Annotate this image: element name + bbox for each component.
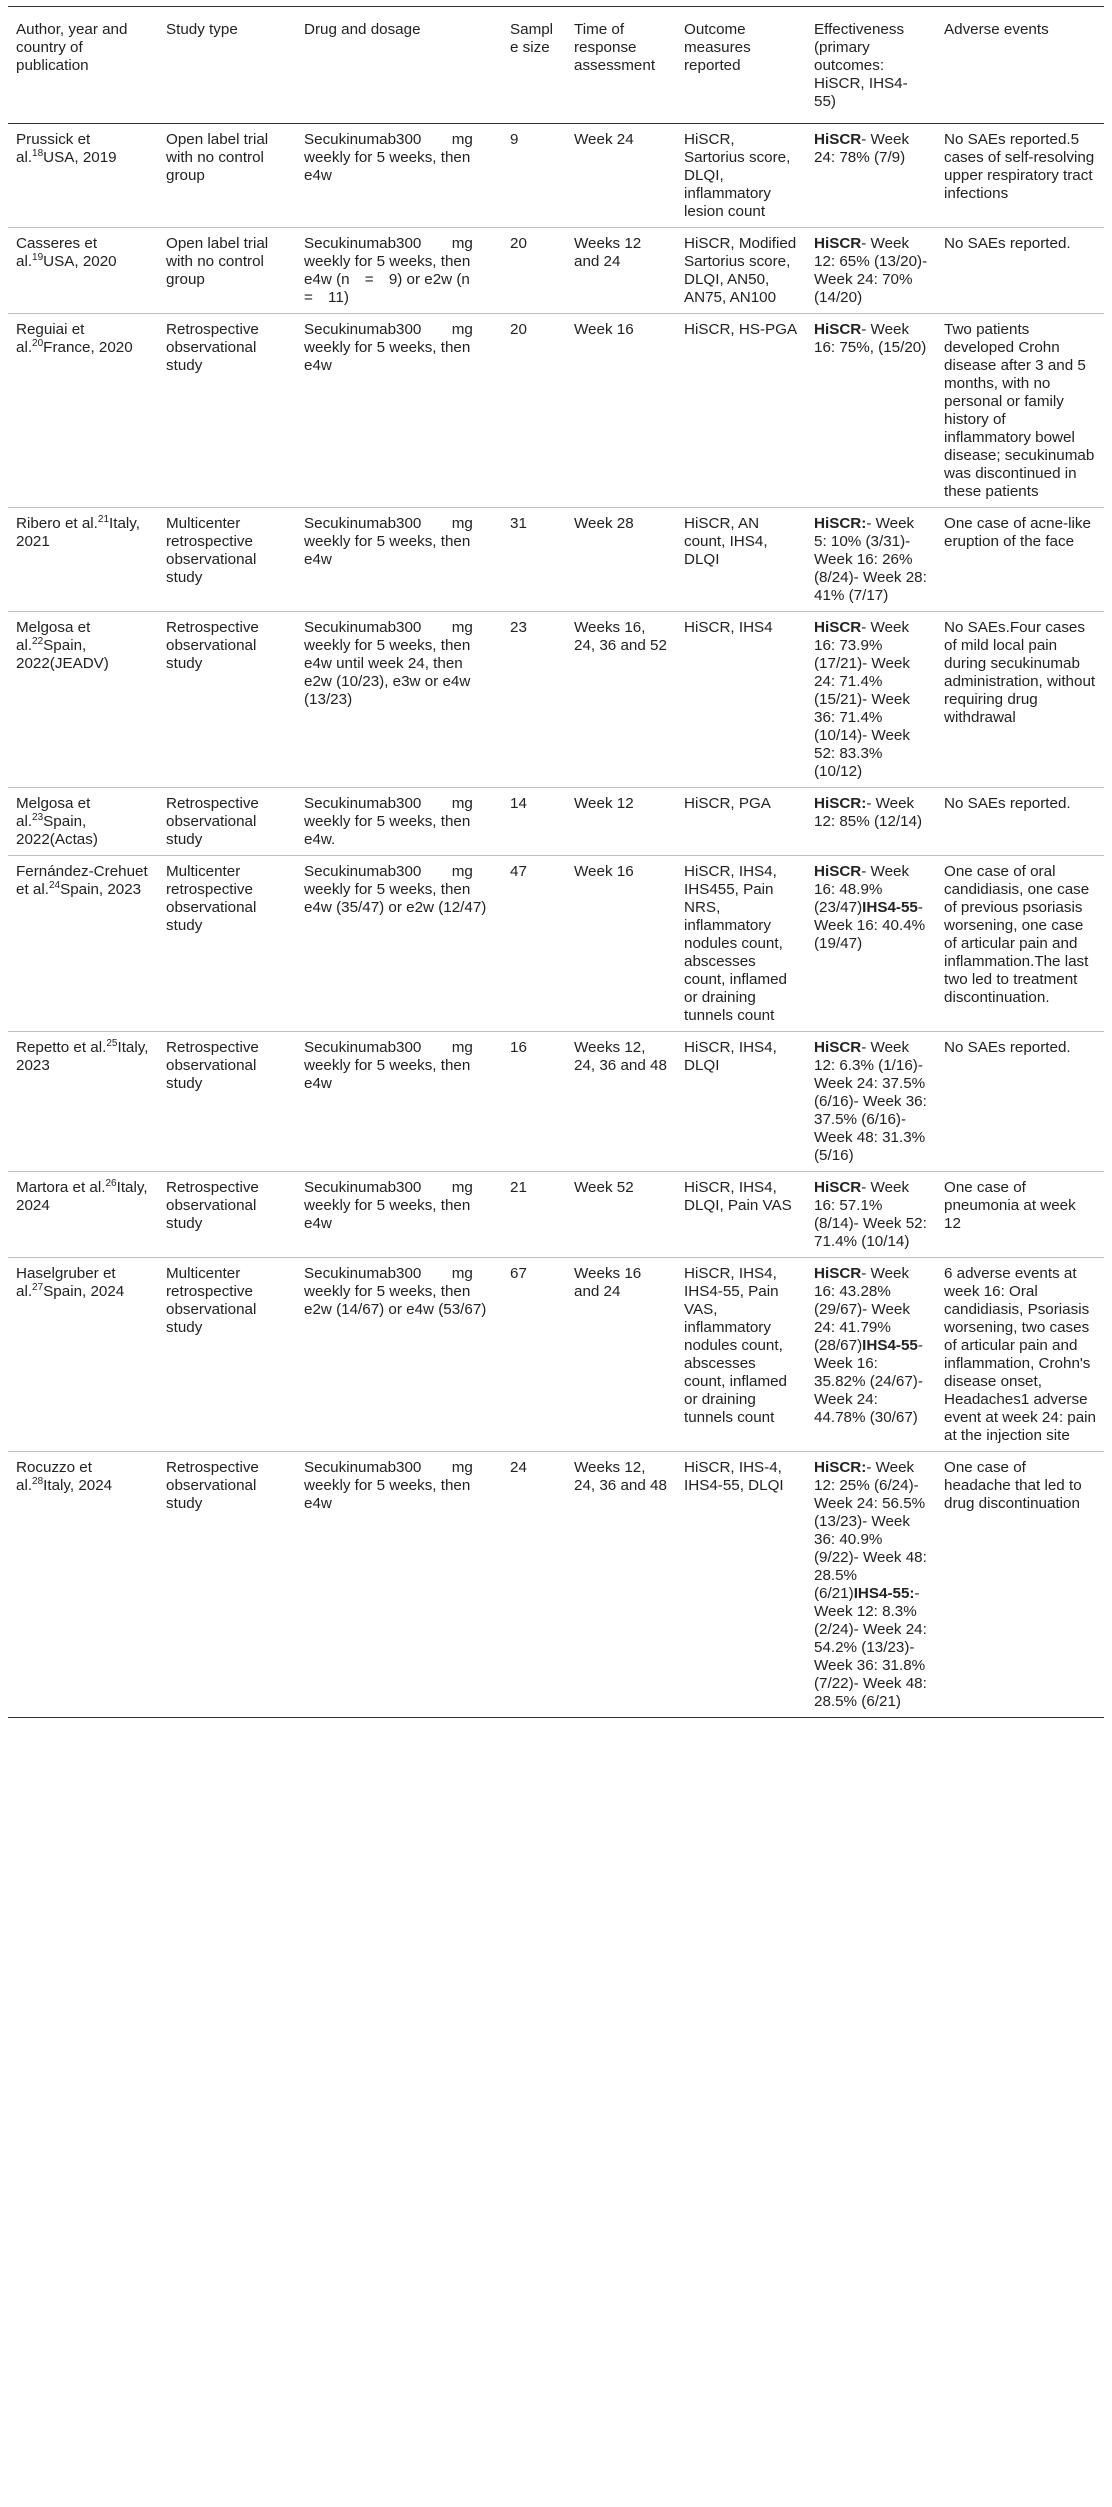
cell-adverse-events: One case of pneumonia at week 12 [936,1172,1104,1258]
header-author: Author, year and country of publication [8,7,158,124]
cell-drug-dosage: Secukinumab300 mg weekly for 5 weeks, then e4w [296,1452,502,1718]
reference-number: 24 [48,879,61,891]
effectiveness-values: - Week 5: 10% (3/31)- Week 16: 26% (8/24)- Week 28: 41% (7/17) [814,515,927,604]
author-name: Melgosa et al. [16,795,91,830]
cell-drug-dosage: Secukinumab300 mg weekly for 5 weeks, then e4w [296,1172,502,1258]
effectiveness-values: - Week 16: 40.4% (19/47) [814,899,926,952]
cell-author [8,1172,158,1258]
cell-adverse-events: One case of oral candidiasis, one case of previous psoriasis worsening, one case of articular pain and inflammation.The last two led to treatment discontinuation. [936,856,1104,1032]
cell-study-type: Retrospective observational study [158,612,296,788]
table-row [8,314,1104,508]
effectiveness-values: - Week 12: 25% (6/24)- Week 24: 56.5% (13/23)- Week 36: 40.9% (9/22)- Week 48: 28.5% (6/21) [814,1459,927,1602]
cell-author [8,856,158,1032]
cell-study-type: Open label trial with no control group [158,228,296,314]
cell-effectiveness [806,1452,936,1718]
cell-time: Weeks 16, 24, 36 and 52 [566,612,676,788]
effectiveness-label: IHS4-55 [862,899,918,916]
cell-drug-dosage: Secukinumab300 mg weekly for 5 weeks, then e4w (35/47) or e2w (12/47) [296,856,502,1032]
reference-number: 23 [32,811,44,823]
effectiveness-label: IHS4-55 [862,1337,918,1354]
reference-number: 27 [32,1281,44,1293]
effectiveness-values: - Week 16: 75%, (15/20) [814,321,927,356]
author-name: Fernández-Crehuet et al. [16,863,148,898]
cell-adverse-events: No SAEs.Four cases of mild local pain during secukinumab administration, without requiring drug withdrawal [936,612,1104,788]
cell-outcomes: HiSCR, IHS4, IHS455, Pain NRS, inflammatory nodules count, abscesses count, inflamed or draining tunnels count [676,856,806,1032]
cell-author [8,228,158,314]
effectiveness-label: HiSCR [814,1265,862,1282]
table-row [8,228,1104,314]
country-year: Spain, 2023 [60,881,142,898]
reference-number: 22 [32,635,44,647]
reference-number: 28 [32,1475,44,1487]
table-header-row [8,7,1104,124]
country-year: Spain, 2022(JEADV) [16,637,109,672]
cell-sample-size: 9 [502,124,566,228]
table-row [8,856,1104,1032]
cell-effectiveness [806,1258,936,1452]
cell-author [8,124,158,228]
cell-outcomes: HiSCR, Sartorius score, DLQI, inflammatory lesion count [676,124,806,228]
cell-time: Weeks 12 and 24 [566,228,676,314]
country-year: Italy, 2023 [16,1039,149,1074]
effectiveness-label: IHS4-55: [853,1585,915,1602]
cell-outcomes: HiSCR, IHS4, IHS4-55, Pain VAS, inflammatory nodules count, abscesses count, inflamed or draining tunnels count [676,1258,806,1452]
header-drug-dosage: Drug and dosage [296,7,502,124]
cell-outcomes: HiSCR, AN count, IHS4, DLQI [676,508,806,612]
country-year: France, 2020 [43,339,133,356]
cell-effectiveness [806,124,936,228]
cell-outcomes: HiSCR, PGA [676,788,806,856]
cell-author [8,1452,158,1718]
country-year: Spain, 2024 [43,1283,125,1300]
reference-number: 19 [32,251,44,263]
cell-outcomes: HiSCR, IHS4 [676,612,806,788]
cell-time: Week 16 [566,856,676,1032]
cell-sample-size: 20 [502,314,566,508]
header-adverse-events: Adverse events [936,7,1104,124]
cell-study-type: Multicenter retrospective observational study [158,856,296,1032]
cell-drug-dosage: Secukinumab300 mg weekly for 5 weeks, then e4w [296,314,502,508]
cell-sample-size: 23 [502,612,566,788]
cell-sample-size: 31 [502,508,566,612]
cell-outcomes: HiSCR, IHS-4, IHS4-55, DLQI [676,1452,806,1718]
cell-effectiveness [806,1172,936,1258]
table-row [8,788,1104,856]
cell-author [8,612,158,788]
cell-sample-size: 14 [502,788,566,856]
table-row [8,508,1104,612]
cell-author [8,788,158,856]
country-year: Italy, 2024 [16,1179,148,1214]
effectiveness-values: - Week 24: 78% (7/9) [814,131,910,166]
cell-author [8,508,158,612]
reference-number: 20 [32,337,44,349]
table-body [8,124,1104,1718]
cell-time: Week 16 [566,314,676,508]
effectiveness-values: - Week 12: 85% (12/14) [814,795,923,830]
country-year: USA, 2020 [43,253,117,270]
author-name: Repetto et al. [16,1039,107,1056]
country-year: USA, 2019 [43,149,117,166]
header-study-type: Study type [158,7,296,124]
cell-study-type: Retrospective observational study [158,1452,296,1718]
author-name: Haselgruber et al. [16,1265,116,1300]
cell-adverse-events: One case of headache that led to drug discontinuation [936,1452,1104,1718]
effectiveness-values: - Week 12: 65% (13/20)- Week 24: 70% (14/20) [814,235,928,306]
cell-effectiveness [806,612,936,788]
table-row [8,1032,1104,1172]
effectiveness-values: - Week 12: 8.3% (2/24)- Week 24: 54.2% (13/23)- Week 36: 31.8% (7/22)- Week 48: 28.5% (6/21) [814,1585,927,1710]
author-name: Martora et al. [16,1179,106,1196]
effectiveness-label: HiSCR: [814,515,867,532]
cell-study-type: Multicenter retrospective observational study [158,1258,296,1452]
effectiveness-label: HiSCR: [814,1459,867,1476]
header-effectiveness: Effectiveness (primary outcomes: HiSCR, IHS4-55) [806,7,936,124]
author-name: Rocuzzo et al. [16,1459,92,1494]
country-year: Italy, 2021 [16,515,140,550]
cell-study-type: Retrospective observational study [158,1172,296,1258]
effectiveness-values: - Week 12: 6.3% (1/16)- Week 24: 37.5% (6/16)- Week 36: 37.5% (6/16)- Week 48: 31.3% (5/16) [814,1039,927,1164]
cell-time: Weeks 12, 24, 36 and 48 [566,1032,676,1172]
effectiveness-values: - Week 16: 73.9% (17/21)- Week 24: 71.4% (15/21)- Week 36: 71.4% (10/14)- Week 52: 83.3% (10/12) [814,619,910,780]
cell-study-type: Multicenter retrospective observational study [158,508,296,612]
cell-outcomes: HiSCR, IHS4, DLQI, Pain VAS [676,1172,806,1258]
effectiveness-label: HiSCR [814,321,862,338]
table-row [8,612,1104,788]
cell-adverse-events: No SAEs reported. [936,1032,1104,1172]
author-name: Prussick et al. [16,131,91,166]
header-time: Time of response assessment [566,7,676,124]
effectiveness-values: - Week 16: 48.9% (23/47) [814,863,910,916]
cell-study-type: Open label trial with no control group [158,124,296,228]
cell-drug-dosage: Secukinumab300 mg weekly for 5 weeks, then e4w [296,124,502,228]
author-name: Reguiai et al. [16,321,85,356]
cell-drug-dosage: Secukinumab300 mg weekly for 5 weeks, then e4w [296,1032,502,1172]
cell-author [8,1258,158,1452]
cell-study-type: Retrospective observational study [158,788,296,856]
cell-outcomes: HiSCR, HS-PGA [676,314,806,508]
country-year: Italy, 2024 [43,1477,113,1494]
cell-adverse-events: No SAEs reported.5 cases of self-resolving upper respiratory tract infections [936,124,1104,228]
cell-outcomes: HiSCR, IHS4, DLQI [676,1032,806,1172]
effectiveness-values: - Week 16: 57.1% (8/14)- Week 52: 71.4% (10/14) [814,1179,927,1250]
table-row [8,124,1104,228]
reference-number: 25 [106,1037,118,1049]
cell-adverse-events: No SAEs reported. [936,228,1104,314]
cell-drug-dosage: Secukinumab300 mg weekly for 5 weeks, then e4w [296,508,502,612]
cell-time: Weeks 16 and 24 [566,1258,676,1452]
effectiveness-values: - Week 16: 43.28% (29/67)- Week 24: 41.79% (28/67) [814,1265,910,1354]
country-year: Spain, 2022(Actas) [16,813,98,848]
cell-sample-size: 20 [502,228,566,314]
cell-effectiveness [806,314,936,508]
studies-table [8,6,1104,1718]
effectiveness-label: HiSCR [814,235,862,252]
cell-study-type: Retrospective observational study [158,314,296,508]
effectiveness-label: HiSCR [814,863,862,880]
cell-effectiveness [806,788,936,856]
reference-number: 18 [32,147,44,159]
cell-adverse-events: One case of acne-like eruption of the face [936,508,1104,612]
author-name: Ribero et al. [16,515,98,532]
cell-drug-dosage: Secukinumab300 mg weekly for 5 weeks, then e2w (14/67) or e4w (53/67) [296,1258,502,1452]
cell-author [8,314,158,508]
cell-sample-size: 24 [502,1452,566,1718]
cell-adverse-events: 6 adverse events at week 16: Oral candidiasis, Psoriasis worsening, two cases of articular pain and inflammation, Crohn's disease onset, Headaches1 adverse event at week 24: pain at the injection site [936,1258,1104,1452]
cell-sample-size: 67 [502,1258,566,1452]
cell-adverse-events: Two patients developed Crohn disease after 3 and 5 months, with no personal or family history of inflammatory bowel disease; secukinumab was discontinued in these patients [936,314,1104,508]
cell-drug-dosage: Secukinumab300 mg weekly for 5 weeks, then e4w until week 24, then e2w (10/23), e3w or e4w (13/23) [296,612,502,788]
effectiveness-label: HiSCR [814,619,862,636]
cell-time: Week 28 [566,508,676,612]
effectiveness-label: HiSCR [814,1039,862,1056]
effectiveness-label: HiSCR [814,131,862,148]
header-sample-size: Sample size [502,7,566,124]
effectiveness-label: HiSCR [814,1179,862,1196]
cell-time: Week 52 [566,1172,676,1258]
cell-sample-size: 47 [502,856,566,1032]
cell-drug-dosage: Secukinumab300 mg weekly for 5 weeks, then e4w. [296,788,502,856]
cell-sample-size: 16 [502,1032,566,1172]
cell-drug-dosage: Secukinumab300 mg weekly for 5 weeks, then e4w (n = 9) or e2w (n = 11) [296,228,502,314]
cell-author [8,1032,158,1172]
author-name: Melgosa et al. [16,619,91,654]
table-row [8,1172,1104,1258]
cell-study-type: Retrospective observational study [158,1032,296,1172]
cell-sample-size: 21 [502,1172,566,1258]
effectiveness-label: HiSCR: [814,795,867,812]
cell-effectiveness [806,1032,936,1172]
effectiveness-values: - Week 16: 35.82% (24/67)- Week 24: 44.78% (30/67) [814,1337,923,1426]
reference-number: 21 [97,513,110,525]
table-row [8,1452,1104,1718]
reference-number: 26 [105,1177,117,1189]
header-outcomes: Outcome measures reported [676,7,806,124]
table-row [8,1258,1104,1452]
cell-time: Weeks 12, 24, 36 and 48 [566,1452,676,1718]
cell-effectiveness [806,856,936,1032]
cell-time: Week 12 [566,788,676,856]
author-name: Casseres et al. [16,235,98,270]
cell-time: Week 24 [566,124,676,228]
cell-outcomes: HiSCR, Modified Sartorius score, DLQI, AN50, AN75, AN100 [676,228,806,314]
cell-adverse-events: No SAEs reported. [936,788,1104,856]
cell-effectiveness [806,508,936,612]
cell-effectiveness [806,228,936,314]
